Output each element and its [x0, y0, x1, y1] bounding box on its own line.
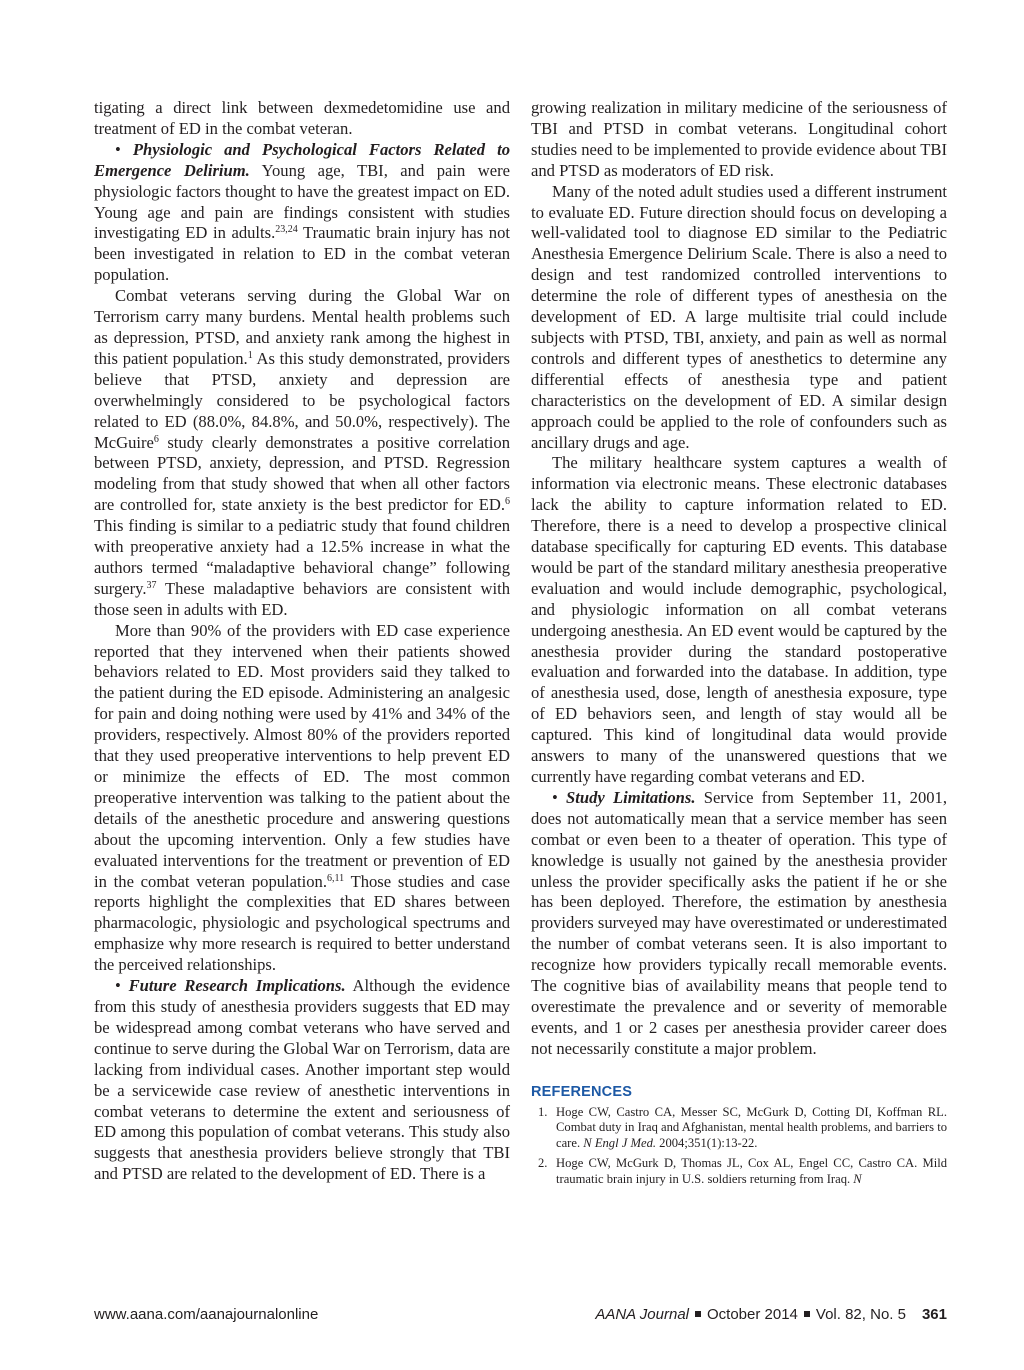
paragraph-text: Service from September 11, 2001, does not automatically mean that a service member has seen combat or even been to a theater of operation. This type of knowledge is usually not gained by the anesthesia provider unless the provider specifically asks the patient if he or she has been deployed. Therefore, the estimation by anesthesia providers surveyed may have overestimated or underestimated the number of combat veterans seen. It is also important to recognize how providers typically recall memorable events. The cognitive bias of availability means that people tend to overestimate the prevalence and or severity of memorable events, and 1 or 2 cases per anesthesia provider career does not necessarily constitute a major problem. [531, 787, 947, 1058]
bullet: • [115, 139, 121, 159]
paragraph-text: More than 90% of the providers with ED case experience reported that they intervened when their patients showed behaviors related to ED. Most providers said they talked to the patient during the ED episode. Administering an analgesic for pain and doing nothing were used by 41% and 34% of the providers, respectively. Almost 80% of the providers reported that they used preoperative interventions to help prevent ED or minimize the effects of ED. The most common preoperative intervention was talking to the patient about the details of the anesthetic procedure and answering questions about the upcoming intervention. Only a few studies have evaluated interventions for the treatment or prevention of ED in the combat veteran population. [94, 620, 510, 891]
citation-superscript: 6,11 [326, 872, 345, 884]
bullet: • [552, 787, 558, 807]
paragraph-text: Although the evidence from this study of anesthesia providers suggests that ED may be widespread among combat veterans who have served and continue to serve during the Global War on Terrorism, data are lacking from individual cases. Another important step would be a servicewide case review of anesthetic interventions in combat veterans to determine the extent and seriousness of ED among this population of combat veterans. This study also suggests that anesthesia providers believe strongly that TBI and PTSD are related to the development of ED. There is a [94, 976, 510, 1184]
section-heading: Study Limitations. [566, 787, 696, 807]
paragraph-text: This finding is similar to a pediatric study that found children with preoperative anxiety had a 12.5% increase in what the authors termed “maladaptive behavioral change” following surgery. [94, 516, 510, 598]
paragraph-text: Those studies and case reports highlight the complexities that ED shares between pharmacologic, physiologic and psychological spectrums and emphasize why more research is required to better understand the perceived relationships. [94, 871, 510, 975]
reference-text: Hoge CW, McGurk D, Thomas JL, Cox AL, Engel CC, Castro CA. Mild traumatic brain injury in U.S. soldiers returning from Iraq. [556, 1156, 947, 1186]
volume: Vol. 82, No. 5 [815, 1306, 906, 1323]
section-heading: Future Research Implications. [128, 976, 346, 996]
paragraph [531, 98, 947, 182]
paragraph [94, 621, 510, 976]
references-heading: REFERENCES [531, 1083, 633, 1100]
paragraph-study-limitations [531, 788, 947, 1060]
paragraph-text: study clearly demonstrates a positive correlation between PTSD, anxiety, depression, and PTSD. Regression modeling from that study showed that when all other factors are controlled for, state anxiety is the best predictor for ED. [94, 432, 510, 515]
paragraph-text: tigating a direct link between dexmedetomidine use and treatment of ED in the combat veteran. [94, 98, 510, 138]
paragraph-future-research [94, 976, 510, 1185]
bullet: • [115, 976, 121, 996]
paragraph-text: These maladaptive behaviors are consistent with those seen in adults with ED. [94, 578, 510, 619]
paragraph [531, 182, 947, 454]
citation-superscript: 1 [247, 349, 253, 361]
page-number: 361 [921, 1306, 947, 1323]
right-column [531, 98, 947, 1193]
paragraph-text: Traumatic brain injury has not been investigated in relation to ED in the combat veteran population. [94, 223, 510, 285]
section-heading: Physiologic and Psychological Factors Related to Emergence Delirium. [94, 139, 510, 180]
journal-info [595, 1306, 947, 1323]
reference-number: 1. [538, 1104, 548, 1119]
square-separator-icon [804, 1311, 810, 1317]
page-footer [94, 1306, 947, 1326]
paragraph-text: As this study demonstrated, providers believe that PTSD, anxiety and depression are overwhelmingly considered to be psychological factors related to ED (88.0%, 84.8%, and 50.0%, respectively). The McGuire [94, 348, 510, 452]
paragraph [531, 453, 947, 788]
citation-superscript: 6 [505, 496, 510, 508]
paragraph-text: The military healthcare system captures a wealth of information via electronic means. These electronic databases lack the ability to capture information related to ED. Therefore, there is a need to develop a prospective clinical database specifically for capturing ED events. This database would be part of the standard military anesthesia preoperative evaluation and would include demographic, psychological, and physiologic information on all combat veterans undergoing anesthesia. An ED event would be captured by the anesthesia provider during the standard postoperative evaluation and forwarded into the database. In addition, type of anesthesia used, dose, length of anesthesia exposure, type of ED behaviors seen, and length of stay would all be captured. This kind of longitudinal data would provide answers to many of the unanswered questions that we currently have regarding combat veterans and ED. [531, 453, 947, 786]
paragraph [94, 286, 510, 621]
reference-journal: N Engl J Med. [583, 1135, 657, 1150]
paragraph-text: growing realization in military medicine of the seriousness of TBI and PTSD in combat veterans. Longitudinal cohort studies need to be implemented to provide evidence about TBI and PTSD as moderators of ED risk. [531, 98, 947, 180]
reference-journal: N [853, 1171, 862, 1186]
left-column [94, 98, 510, 1185]
paragraph-text: Young age, TBI, and pain were physiologic factors thought to have the greatest impact on ED. Young age and pain are findings consistent with studies investigating ED in adults. [94, 160, 510, 243]
reference-item [531, 1156, 947, 1187]
paragraph-text: Combat veterans serving during the Global War on Terrorism carry many burdens. Mental health problems such as depression, PTSD, and anxiety rank among the highest in this patient population. [94, 286, 510, 368]
citation-superscript: 6 [153, 433, 159, 445]
paragraph-text: Many of the noted adult studies used a different instrument to evaluate ED. Future direction should focus on developing a well-validated tool to diagnose ED similar to the Pediatric Anesthesia Emergence Delirium Scale. There is also a need to design and test randomized controlled interventions to determine the role of different types of anesthesia on the development of ED. A large multisite trial could include subjects with PTSD, TBI, anxiety, and pain as well as normal controls and different types of anesthetics to determine any differential effects of anesthesia type and patient characteristics on the development of ED. A similar design approach could be applied to the role of confounders such as ancillary drugs and age. [531, 181, 947, 452]
paragraph [94, 98, 510, 140]
issue-date: October 2014 [707, 1306, 798, 1323]
citation-superscript: 37 [146, 579, 157, 591]
journal-url[interactable]: www.aana.com/aanajournalonline [94, 1306, 319, 1323]
paragraph-physiologic-factors [94, 140, 510, 286]
reference-text: 2004;351(1):13-22. [656, 1135, 758, 1150]
reference-item [531, 1105, 947, 1152]
reference-number: 2. [538, 1156, 548, 1171]
journal-name: AANA Journal [595, 1306, 689, 1323]
citation-superscript: 23,24 [275, 224, 298, 236]
references-list [531, 1105, 947, 1188]
square-separator-icon [695, 1311, 701, 1317]
reference-text: Hoge CW, Castro CA, Messer SC, McGurk D, Cotting DI, Koffman RL. Combat duty in Iraq and Afghanistan, mental health problems, and barriers to care. [556, 1104, 947, 1150]
